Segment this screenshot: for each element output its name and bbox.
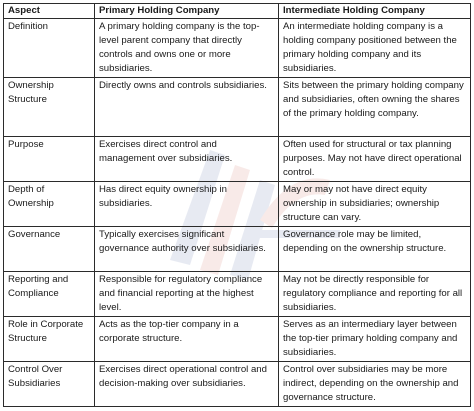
primary-cell: Exercises direct operational control and decision-making over subsidiaries. xyxy=(95,362,279,407)
primary-cell: A primary holding company is the top-level parent company that directly controls and owns one or more subsidiaries. xyxy=(95,19,279,78)
primary-cell: Acts as the top-tier company in a corporate structure. xyxy=(95,317,279,362)
intermediate-cell: Control over subsidiaries may be more indirect, depending on the ownership and governance structure. xyxy=(279,362,471,407)
aspect-cell: Governance xyxy=(4,227,95,272)
primary-cell: Exercises direct control and management over subsidiaries. xyxy=(95,137,279,182)
table-row xyxy=(4,137,471,182)
header-aspect: Aspect xyxy=(4,4,95,19)
table-row xyxy=(4,78,471,137)
intermediate-cell: Sits between the primary holding company and subsidiaries, often owning the shares of the primary holding company. xyxy=(279,78,471,137)
aspect-cell: Definition xyxy=(4,19,95,78)
table-row xyxy=(4,362,471,407)
table-row xyxy=(4,317,471,362)
intermediate-cell: Often used for structural or tax planning purposes. May not have direct operational control. xyxy=(279,137,471,182)
table-header-row xyxy=(4,4,471,19)
aspect-cell: Role in Corporate Structure xyxy=(4,317,95,362)
aspect-cell: Depth of Ownership xyxy=(4,182,95,227)
primary-cell: Directly owns and controls subsidiaries. xyxy=(95,78,279,137)
header-primary-holding-company: Primary Holding Company xyxy=(95,4,279,19)
primary-cell: Has direct equity ownership in subsidiaries. xyxy=(95,182,279,227)
aspect-cell: Ownership Structure xyxy=(4,78,95,137)
aspect-cell: Purpose xyxy=(4,137,95,182)
header-intermediate-holding-company: Intermediate Holding Company xyxy=(279,4,471,19)
primary-cell: Typically exercises significant governance authority over subsidiaries. xyxy=(95,227,279,272)
table-row xyxy=(4,182,471,227)
table-row xyxy=(4,272,471,317)
primary-cell: Responsible for regulatory compliance and financial reporting at the highest level. xyxy=(95,272,279,317)
table-row xyxy=(4,227,471,272)
table-row xyxy=(4,19,471,78)
intermediate-cell: May or may not have direct equity ownership in subsidiaries; ownership structure can vary. xyxy=(279,182,471,227)
comparison-table xyxy=(3,3,471,407)
aspect-cell: Control Over Subsidiaries xyxy=(4,362,95,407)
aspect-cell: Reporting and Compliance xyxy=(4,272,95,317)
intermediate-cell: Governance role may be limited, depending on the ownership structure. xyxy=(279,227,471,272)
intermediate-cell: An intermediate holding company is a holding company positioned between the primary holding company and its subsidiaries. xyxy=(279,19,471,78)
intermediate-cell: May not be directly responsible for regulatory compliance and reporting for all subsidiaries. xyxy=(279,272,471,317)
intermediate-cell: Serves as an intermediary layer between the top-tier primary holding company and subsidiaries. xyxy=(279,317,471,362)
